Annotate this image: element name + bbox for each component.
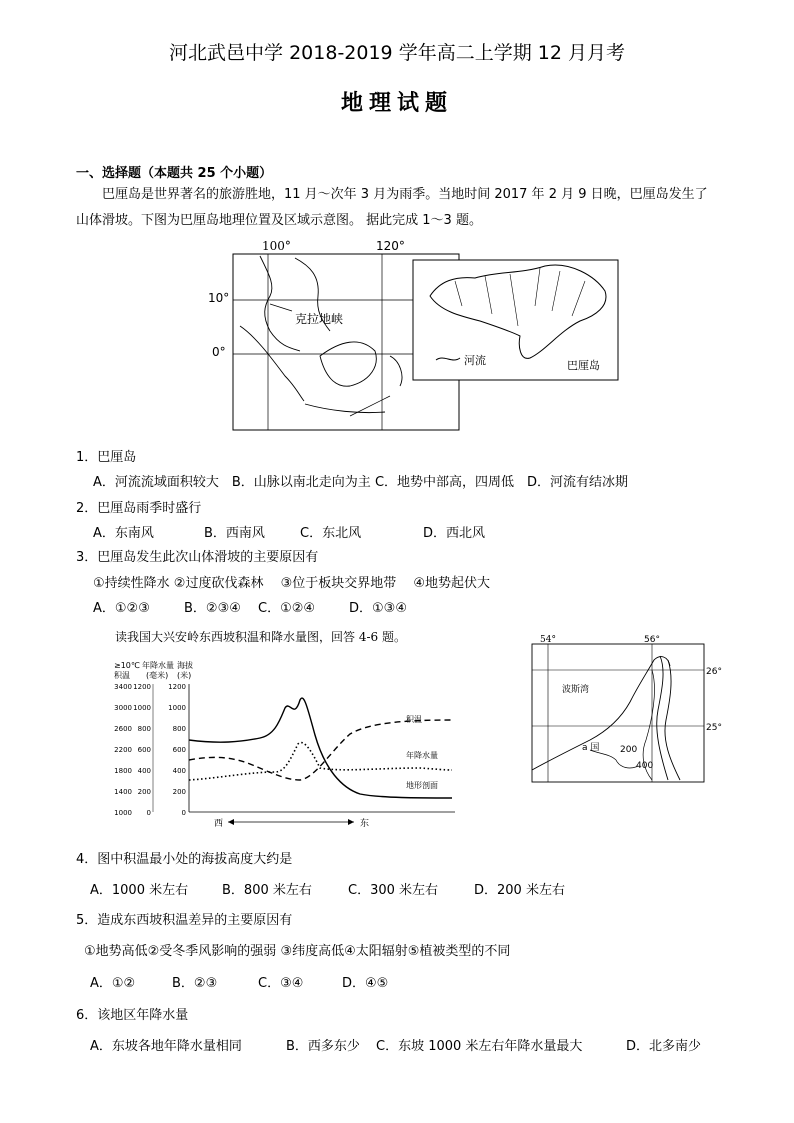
precip-axis-tick: 1000 <box>133 704 151 712</box>
intro-paragraph: 巴厘岛是世界著名的旅游胜地，11 月～次年 3 月为雨季。当地时间 2017 年 2 月 9 日晚，巴厘岛发生了山体滑坡。下图为巴厘岛地理位置及区域示意图。 据此完成 1～3 题。 <box>76 187 708 228</box>
q3-items: ①持续性降水 ②过度砍伐森林 ③位于板块交界地带 ④地势起伏大 <box>93 576 491 591</box>
section-heading: 一、选择题（本题共 25 个小题） <box>76 166 273 181</box>
map2-lat-25: 25° <box>706 723 722 733</box>
q4-option-a: A．1000 米左右 <box>90 883 189 898</box>
elev-axis-tick: 400 <box>172 767 186 775</box>
elev-axis-tick: 1000 <box>168 704 186 712</box>
q3-option-b: B．②③④ <box>184 601 241 616</box>
temp-axis-tick: 2600 <box>114 725 132 733</box>
q5-option-b: B．②③ <box>172 976 218 991</box>
x-label-west: 西 <box>214 819 224 829</box>
q2-stem: 2．巴厘岛雨季时盛行 <box>76 501 202 516</box>
map1-lon-120: 120° <box>376 239 405 253</box>
elev-axis-unit: (米) <box>177 671 192 680</box>
subject-title: 地理试题 <box>340 90 453 116</box>
bali-location-map <box>200 236 600 436</box>
q6-option-c: C．东坡 1000 米左右年降水量最大 <box>376 1039 583 1054</box>
q4-stem: 4．图中积温最小处的海拔高度大约是 <box>76 852 293 867</box>
persian-gulf-map <box>520 630 730 790</box>
precip-axis-unit: (毫米) <box>146 671 169 680</box>
x-label-east: 东 <box>360 819 370 829</box>
precip-axis-header: 年降水量 <box>142 661 174 670</box>
temp-axis-header-2: 积温 <box>114 671 130 680</box>
map1-lat-0: 0° <box>212 345 226 359</box>
legend-river-label: 河流 <box>464 354 486 367</box>
precip-axis-tick: 200 <box>137 788 151 796</box>
elev-axis-tick: 600 <box>172 746 186 754</box>
bali-island-label: 巴厘岛 <box>567 359 600 372</box>
q6-option-b: B．西多东少 <box>286 1039 360 1054</box>
series-label-temp: 积温 <box>406 715 422 724</box>
page-title: 河北武邑中学 2018-2019 学年高二上学期 12 月月考 <box>169 42 625 64</box>
q5-option-a: A．①② <box>90 976 136 991</box>
q6-option-a: A．东坡各地年降水量相同 <box>90 1039 242 1054</box>
series-label-precip: 年降水量 <box>406 751 438 760</box>
precipitation-line <box>189 743 452 780</box>
contour-200-label: 200 <box>620 745 638 755</box>
q4-option-c: C．300 米左右 <box>348 883 439 898</box>
map2-lon-56: 56° <box>644 635 660 645</box>
map2-lat-26: 26° <box>706 667 722 677</box>
q6-stem: 6．该地区年降水量 <box>76 1008 189 1023</box>
temp-axis-tick: 3000 <box>114 704 132 712</box>
temp-precip-chart <box>80 660 470 832</box>
precip-axis-tick: 800 <box>137 725 151 733</box>
section2-intro: 读我国大兴安岭东西坡积温和降水量图，回答 4-6 题。 <box>115 630 406 644</box>
q3-option-a: A．①②③ <box>93 601 150 616</box>
precip-axis-tick: 1200 <box>133 683 151 691</box>
temp-axis-tick: 1400 <box>114 788 132 796</box>
q5-option-d: D．④⑤ <box>342 976 389 991</box>
temp-axis-header-1: ≥10℃ <box>114 661 140 670</box>
q6-option-d: D．北多南少 <box>626 1039 702 1054</box>
q4-option-b: B．800 米左右 <box>222 883 312 898</box>
elev-axis-tick: 1200 <box>168 683 186 691</box>
temp-axis-tick: 1800 <box>114 767 132 775</box>
temp-axis-tick: 3400 <box>114 683 132 691</box>
temp-axis-tick: 1000 <box>114 809 132 817</box>
elev-axis-header: 海拔 <box>177 661 193 670</box>
map2-lon-54: 54° <box>540 635 556 645</box>
q3-option-d: D．①③④ <box>349 601 407 616</box>
country-label: a 国 <box>582 743 600 753</box>
isthmus-label: 克拉地峡 <box>295 312 344 326</box>
q1-stem: 1．巴厘岛 <box>76 450 137 465</box>
elev-axis-tick: 0 <box>181 809 186 817</box>
q2-option-b: B．西南风 <box>204 526 265 541</box>
q1-options: A．河流流域面积较大 B．山脉以南北走向为主 C．地势中部高，四周低 D．河流有结冰期 <box>93 475 629 490</box>
gulf-label: 波斯湾 <box>562 685 590 695</box>
series-label-terrain: 地形剖面 <box>406 781 438 790</box>
q3-stem: 3．巴厘岛发生此次山体滑坡的主要原因有 <box>76 550 319 565</box>
q5-items: ①地势高低②受冬季风影响的强弱 ③纬度高低④太阳辐射⑤植被类型的不同 <box>84 944 511 959</box>
q4-option-d: D．200 米左右 <box>474 883 565 898</box>
map1-lat-10: 10° <box>208 291 230 305</box>
precip-axis-tick: 0 <box>146 809 151 817</box>
q5-option-c: C．③④ <box>258 976 304 991</box>
precip-axis-tick: 400 <box>137 767 151 775</box>
elev-axis-tick: 800 <box>172 725 186 733</box>
q2-option-d: D．西北风 <box>423 526 486 541</box>
q3-option-c: C．①②④ <box>258 601 316 616</box>
temp-axis-tick: 2200 <box>114 746 132 754</box>
map1-lon-100: 100° <box>262 239 291 253</box>
q2-option-a: A．东南风 <box>93 526 154 541</box>
elev-axis-tick: 200 <box>172 788 186 796</box>
precip-axis-tick: 600 <box>137 746 151 754</box>
q2-option-c: C．东北风 <box>300 526 362 541</box>
contour-400-label: 400 <box>636 761 654 771</box>
q5-stem: 5．造成东西坡积温差异的主要原因有 <box>76 913 293 928</box>
